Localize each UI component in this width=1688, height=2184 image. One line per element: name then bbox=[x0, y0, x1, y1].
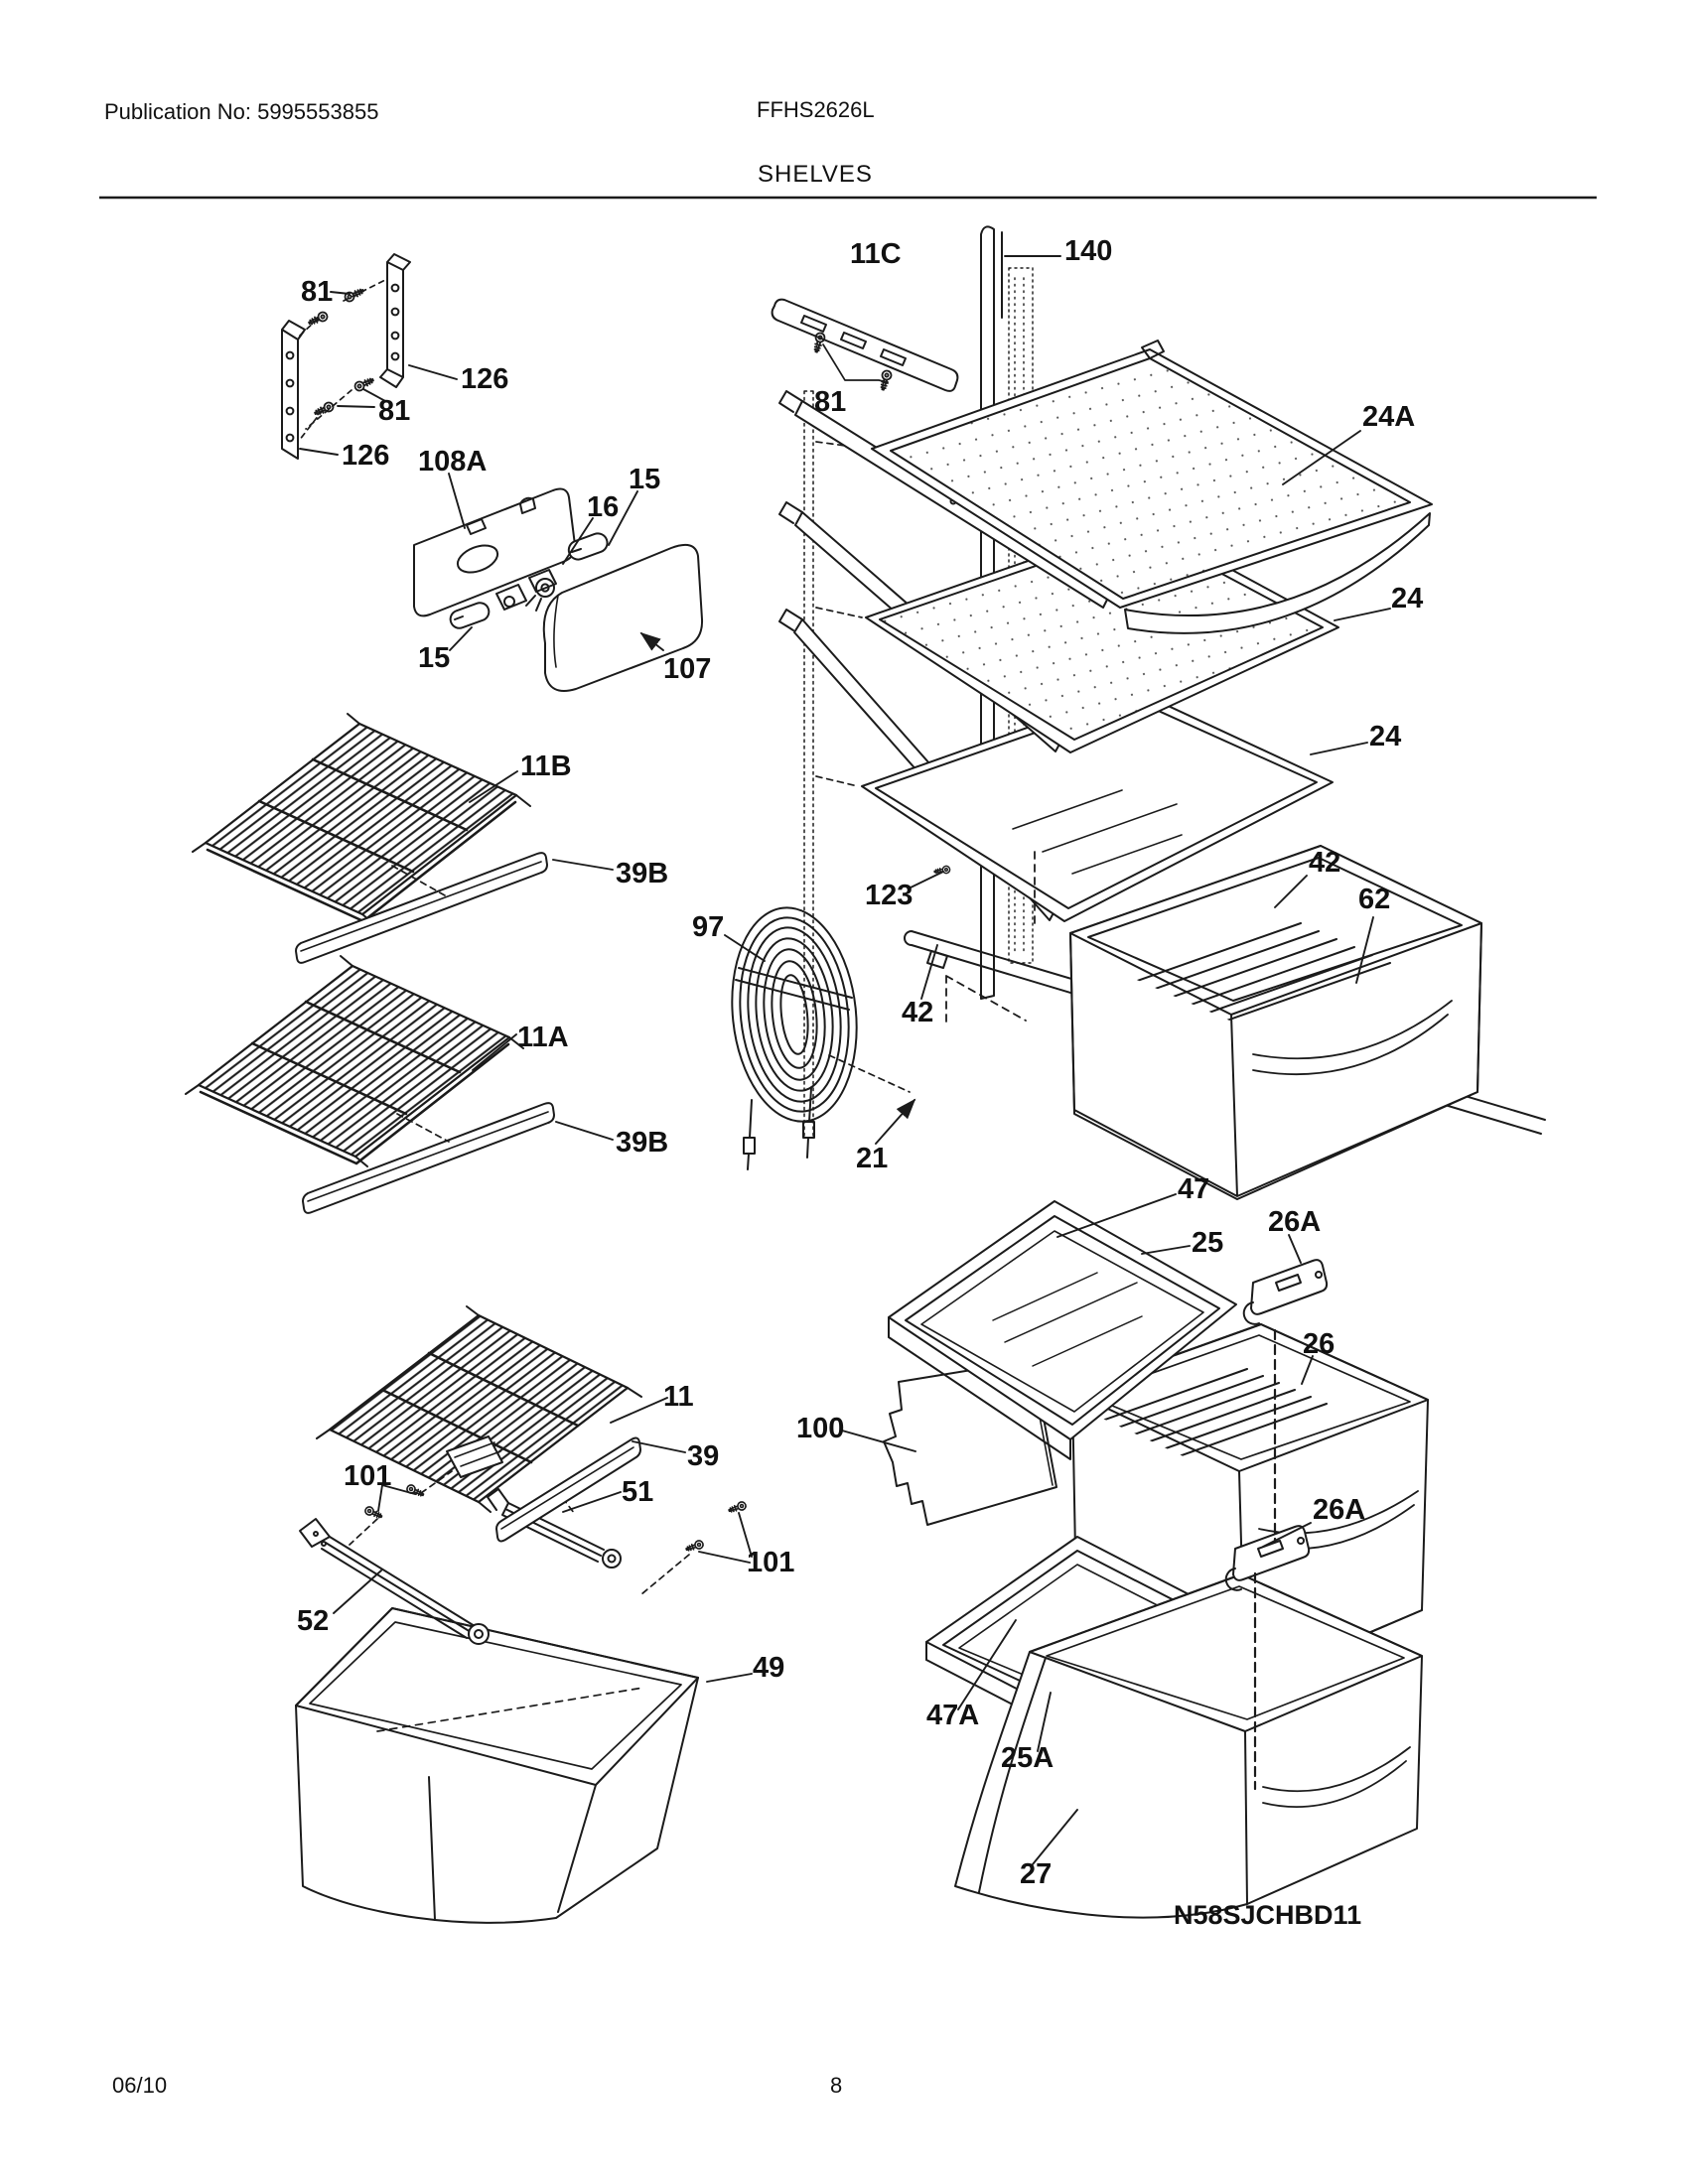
part-label-11c: 11C bbox=[850, 238, 902, 270]
part-label-47: 47 bbox=[1178, 1173, 1210, 1205]
part-label-62: 62 bbox=[1358, 884, 1391, 915]
part-label-47a: 47A bbox=[926, 1700, 980, 1731]
bracket-26a-upper bbox=[1244, 1260, 1327, 1324]
tubing-coil-97 bbox=[722, 901, 867, 1128]
bracket-rail-126-right bbox=[380, 254, 410, 387]
part-label-42: 42 bbox=[902, 997, 934, 1028]
part-label-16: 16 bbox=[587, 491, 620, 523]
part-label-21: 21 bbox=[856, 1143, 889, 1174]
part-label-25a: 25A bbox=[1001, 1742, 1055, 1774]
screw-123 bbox=[934, 866, 951, 876]
part-label-49: 49 bbox=[753, 1652, 785, 1684]
part-label-126: 126 bbox=[461, 363, 509, 395]
part-label-15: 15 bbox=[629, 464, 661, 495]
model-number: FFHS2626L bbox=[757, 97, 875, 122]
part-label-126: 126 bbox=[342, 440, 390, 472]
part-label-25: 25 bbox=[1192, 1227, 1224, 1259]
part-label-39: 39 bbox=[687, 1440, 720, 1472]
part-label-24: 24 bbox=[1369, 721, 1402, 752]
part-label-26a: 26A bbox=[1268, 1206, 1322, 1238]
part-label-11a: 11A bbox=[517, 1022, 569, 1053]
part-label-107: 107 bbox=[663, 653, 712, 685]
part-label-81: 81 bbox=[814, 386, 847, 418]
part-label-42: 42 bbox=[1309, 847, 1341, 879]
crisper-drawer-62 bbox=[1070, 846, 1481, 1199]
part-label-140: 140 bbox=[1064, 235, 1113, 267]
part-label-123: 123 bbox=[865, 880, 914, 911]
part-label-51: 51 bbox=[622, 1476, 654, 1508]
part-label-26a: 26A bbox=[1313, 1494, 1366, 1526]
publication-number: Publication No: 5995553855 bbox=[104, 99, 379, 124]
part-label-100: 100 bbox=[796, 1413, 845, 1444]
part-label-101: 101 bbox=[344, 1460, 392, 1492]
part-label-81: 81 bbox=[378, 395, 411, 427]
screws-101 bbox=[350, 1471, 747, 1594]
part-label-97: 97 bbox=[692, 911, 725, 943]
mounting-track-phantom bbox=[804, 391, 868, 1138]
part-label-39b: 39B bbox=[616, 1127, 669, 1159]
part-label-108a: 108A bbox=[418, 446, 488, 478]
part-label-39b: 39B bbox=[616, 858, 669, 889]
part-label-n58sjchbd11: N58SJCHBD11 bbox=[1174, 1900, 1362, 1930]
page-title: SHELVES bbox=[758, 161, 873, 188]
part-label-24: 24 bbox=[1391, 583, 1424, 614]
part-label-101: 101 bbox=[747, 1547, 795, 1578]
part-label-26: 26 bbox=[1303, 1328, 1336, 1360]
footer-page-number: 8 bbox=[830, 2073, 843, 2098]
bucket-49 bbox=[296, 1608, 698, 1923]
part-label-27: 27 bbox=[1020, 1858, 1053, 1890]
part-label-11: 11 bbox=[663, 1381, 694, 1413]
part-label-11b: 11B bbox=[520, 751, 572, 782]
footer-date: 06/10 bbox=[112, 2073, 168, 2098]
part-label-52: 52 bbox=[297, 1605, 330, 1637]
part-label-81: 81 bbox=[301, 276, 334, 308]
light-shield-108a bbox=[414, 489, 575, 616]
part-label-24a: 24A bbox=[1362, 401, 1416, 433]
part-label-15: 15 bbox=[418, 642, 451, 674]
support-rail-11c bbox=[773, 300, 958, 391]
